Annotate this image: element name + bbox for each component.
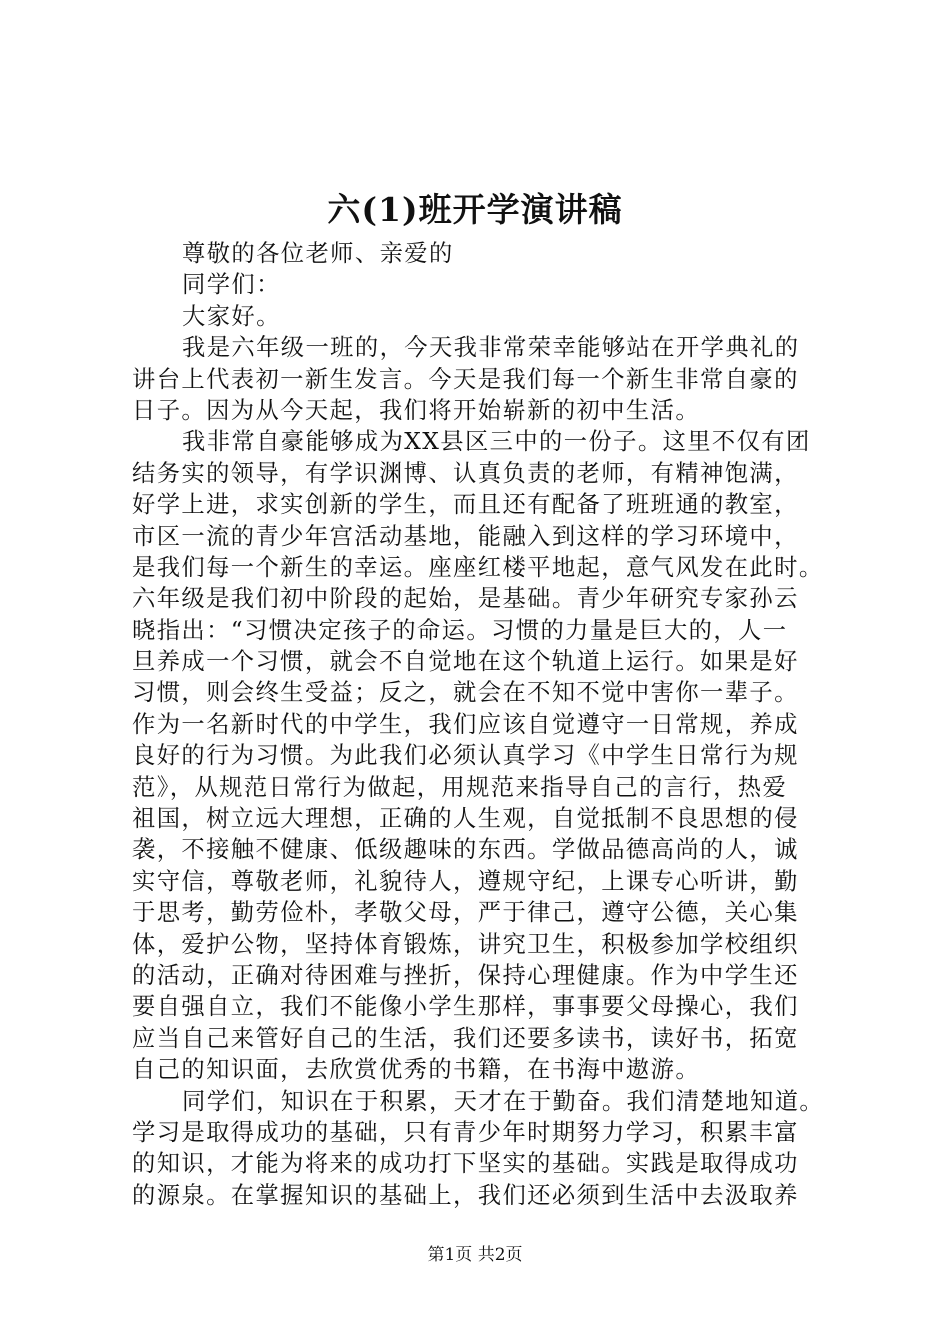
text-line: 祖国，树立远大理想，正确的人生观，自觉抵制不良思想的侵	[132, 805, 799, 833]
text-line: 结务实的领导，有学识渊博、认真负责的老师，有精神饱满，	[132, 459, 799, 487]
text-line: 是我们每一个新生的幸运。座座红楼平地起，意气风发在此时。	[132, 553, 824, 581]
text-line: 于思考，勤劳俭朴，孝敬父母，严于律己，遵守公德，关心集	[132, 899, 799, 927]
text-line: 讲台上代表初一新生发言。今天是我们每一个新生非常自豪的	[132, 365, 799, 393]
document-title: 六(1)班开学演讲稿	[327, 190, 623, 229]
text-line: 自己的知识面，去欣赏优秀的书籍，在书海中遨游。	[132, 1056, 701, 1084]
text-line: 袭，不接触不健康、低级趣味的东西。学做品德高尚的人，诚	[132, 836, 799, 864]
text-line: 范》，从规范日常行为做起，用规范来指导自己的言行，热爱	[132, 773, 788, 801]
text-line: 同学们，知识在于积累，天才在于勤奋。我们清楚地知道。	[182, 1087, 825, 1115]
text-line: 作为一名新时代的中学生，我们应该自觉遵守一日常规，养成	[132, 710, 799, 738]
text-line: 良好的行为习惯。为此我们必须认真学习《中学生日常行为规	[132, 742, 799, 770]
text-line: 我是六年级一班的，今天我非常荣幸能够站在开学典礼的	[182, 334, 800, 362]
text-line: 好学上进，求实创新的学生，而且还有配备了班班通的教室，	[132, 491, 799, 519]
text-line: 学习是取得成功的基础，只有青少年时期努力学习，积累丰富	[132, 1118, 799, 1146]
text-line: 晓指出：“习惯决定孩子的命运。习惯的力量是巨大的，人一	[132, 616, 788, 644]
text-line: 市区一流的青少年宫活动基地，能融入到这样的学习环境中，	[132, 522, 799, 550]
text-line: 习惯，则会终生受益；反之，就会在不知不觉中害你一辈子。	[132, 679, 799, 707]
text-line: 的活动，正确对待困难与挫折，保持心理健康。作为中学生还	[132, 961, 799, 989]
text-line: 的知识，才能为将来的成功打下坚实的基础。实践是取得成功	[132, 1150, 799, 1178]
text-line: 应当自己来管好自己的生活，我们还要多读书，读好书，拓宽	[132, 1024, 799, 1052]
page-number-footer: 第1页 共2页	[427, 1245, 523, 1265]
text-line: 实守信，尊敬老师，礼貌待人，遵规守纪，上课专心听讲，勤	[132, 867, 799, 895]
text-line: 旦养成一个习惯，就会不自觉地在这个轨道上运行。如果是好	[132, 648, 799, 676]
text-line: 的源泉。在掌握知识的基础上，我们还必须到生活中去汲取养	[132, 1181, 799, 1209]
text-line: 体，爱护公物，坚持体育锻炼，讲究卫生，积极参加学校组织	[132, 930, 799, 958]
document-body	[132, 238, 852, 1211]
text-line: 同学们：	[182, 271, 281, 299]
text-line: 大家好。	[182, 302, 281, 330]
text-line: 日子。因为从今天起，我们将开始崭新的初中生活。	[132, 396, 701, 424]
text-line: 尊敬的各位老师、亲爱的	[182, 240, 454, 267]
text-line: 六年级是我们初中阶段的起始，是基础。青少年研究专家孙云	[132, 585, 799, 613]
text-line: 要自强自立，我们不能像小学生那样，事事要父母操心，我们	[132, 993, 799, 1021]
text-line: 我非常自豪能够成为XX县区三中的一份子。这里不仅有团	[182, 428, 811, 456]
